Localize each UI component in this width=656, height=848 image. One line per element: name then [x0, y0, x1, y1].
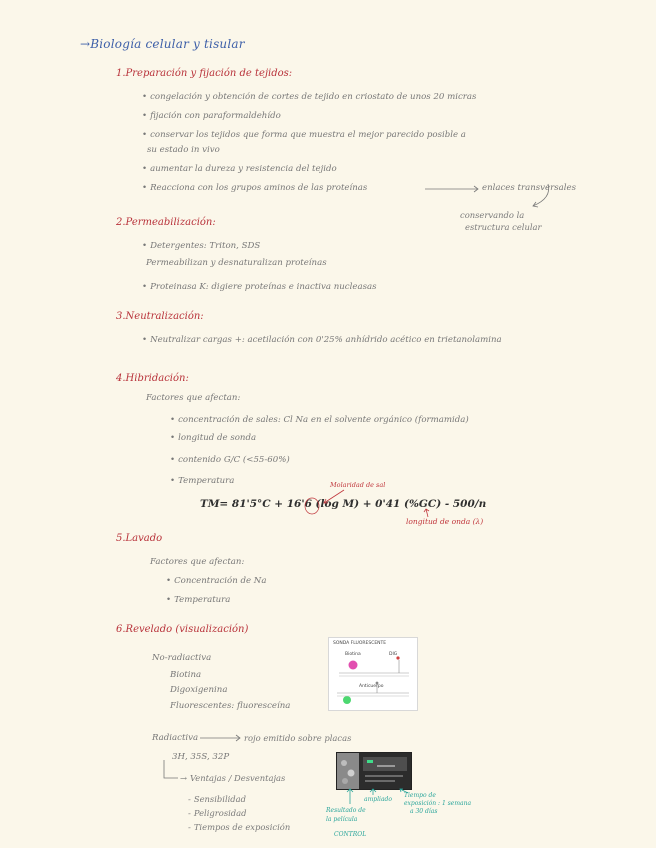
film-annotation-b3: a 30 días	[410, 808, 438, 815]
s6-radio: Radiactiva	[152, 733, 199, 743]
section-5-heading: 5.Lavado	[116, 533, 163, 544]
s1-arrow-icon	[425, 184, 549, 207]
formula-molarity-arrow-icon	[324, 490, 344, 503]
section-2-heading: 2.Permeabilización:	[116, 217, 216, 228]
s4-item-4: • Temperatura	[170, 476, 235, 486]
formula-fraction-arrow-icon	[424, 509, 429, 517]
s4-item-3: • contenido G/C (<55-60%)	[170, 455, 290, 465]
s1-item-3-cont: su estado in vivo	[147, 145, 220, 155]
film-annotation-c1: Resultado de	[326, 807, 366, 814]
s1-note-line-2: estructura celular	[465, 222, 542, 232]
s6-vent-label: → Ventajas / Desventajas	[180, 773, 286, 783]
s6-vent-bracket-icon	[164, 760, 178, 778]
s2-item-1-sub: Permeabilizan y desnaturalizan proteínas	[146, 258, 327, 268]
s6-vent-item-3: - Tiempos de exposición	[188, 822, 291, 832]
section-4-heading: 4.Hibridación:	[116, 373, 189, 384]
formula-annotation-bottom: longitud de onda (λ)	[406, 517, 484, 526]
s2-item-2: • Proteinasa K: digiere proteínas e inactiva nucleasas	[142, 282, 377, 292]
s6-vent-item-1: - Sensibilidad	[188, 794, 247, 804]
formula-annotation-top: Molaridad de sal	[330, 481, 386, 489]
s4-item-1: • concentración de sales: Cl Na en el solvente orgánico (formamida)	[170, 415, 469, 425]
s6-no-radio: No-radiactiva	[152, 653, 212, 663]
s5-intro: Factores que afectan:	[150, 557, 245, 567]
s1-item-1: • congelación y obtención de cortes de tejido en criostato de unos 20 micras	[142, 92, 477, 102]
s1-arrow-label: enlaces transversales	[482, 183, 576, 193]
film-annotation-c2: la película	[326, 816, 358, 823]
s6-isotopes: 3H, 35S, 32P	[172, 752, 230, 762]
s1-item-4: • aumentar la dureza y resistencia del tejido	[142, 164, 337, 174]
s1-item-2: • fijación con paraformaldehído	[142, 111, 281, 121]
film-annotation-a: ampliado	[364, 796, 392, 803]
probe-diagram-label-b: Biotina	[345, 652, 361, 657]
film-annotation-b1: Tiempo de	[404, 792, 436, 799]
probe-diagram-label-c: DIG	[389, 652, 398, 657]
s1-item-3: • conservar los tejidos que forma que muestra el mejor parecido posible a	[142, 130, 466, 140]
s6-no-radio-item-1: Biotina	[170, 670, 202, 680]
section-6-heading: 6.Revelado (visualización)	[116, 624, 249, 635]
film-annotation-arrows-icon	[347, 789, 408, 804]
probe-diagram-label-d: Anticuerpo	[359, 684, 384, 689]
s1-note-line-1: conservando la	[460, 210, 525, 220]
s6-no-radio-item-3: Fluorescentes: fluoresceína	[170, 701, 291, 711]
film-annotation-b2: exposición : 1 semana	[404, 800, 472, 807]
s6-no-radio-item-2: Digoxigenina	[170, 685, 228, 695]
film-annotation-c3: CONTROL	[334, 831, 367, 838]
s5-item-1: • Concentración de Na	[166, 576, 267, 586]
s4-intro: Factores que afectan:	[146, 393, 241, 403]
section-3-heading: 3.Neutralización:	[116, 311, 204, 322]
page-title: →Biología celular y tisular	[80, 37, 245, 51]
tm-formula: TM= 81'5°C + 16'6 (log M) + 0'41 (%GC) - 500/n	[200, 498, 487, 510]
probe-diagram-label-a: SONDA FLUORESCENTE	[333, 641, 387, 646]
formula-circle-icon	[305, 498, 319, 514]
s5-item-2: • Temperatura	[166, 595, 231, 605]
s6-vent-item-2: - Peligrosidad	[188, 808, 247, 818]
s1-item-5: • Reacciona con los grupos aminos de las proteínas	[142, 183, 368, 193]
s2-item-1: • Detergentes: Triton, SDS	[142, 241, 261, 251]
s6-radio-arrow-icon	[200, 735, 240, 741]
s4-item-2: • longitud de sonda	[170, 433, 257, 443]
s6-radio-arrow-label: rojo emitido sobre placas	[244, 733, 352, 743]
s3-item: • Neutralizar cargas +: acetilación con 0'25% anhídrido acético en trietanolamina	[142, 335, 502, 345]
section-1-heading: 1.Preparación y fijación de tejidos:	[116, 68, 293, 79]
